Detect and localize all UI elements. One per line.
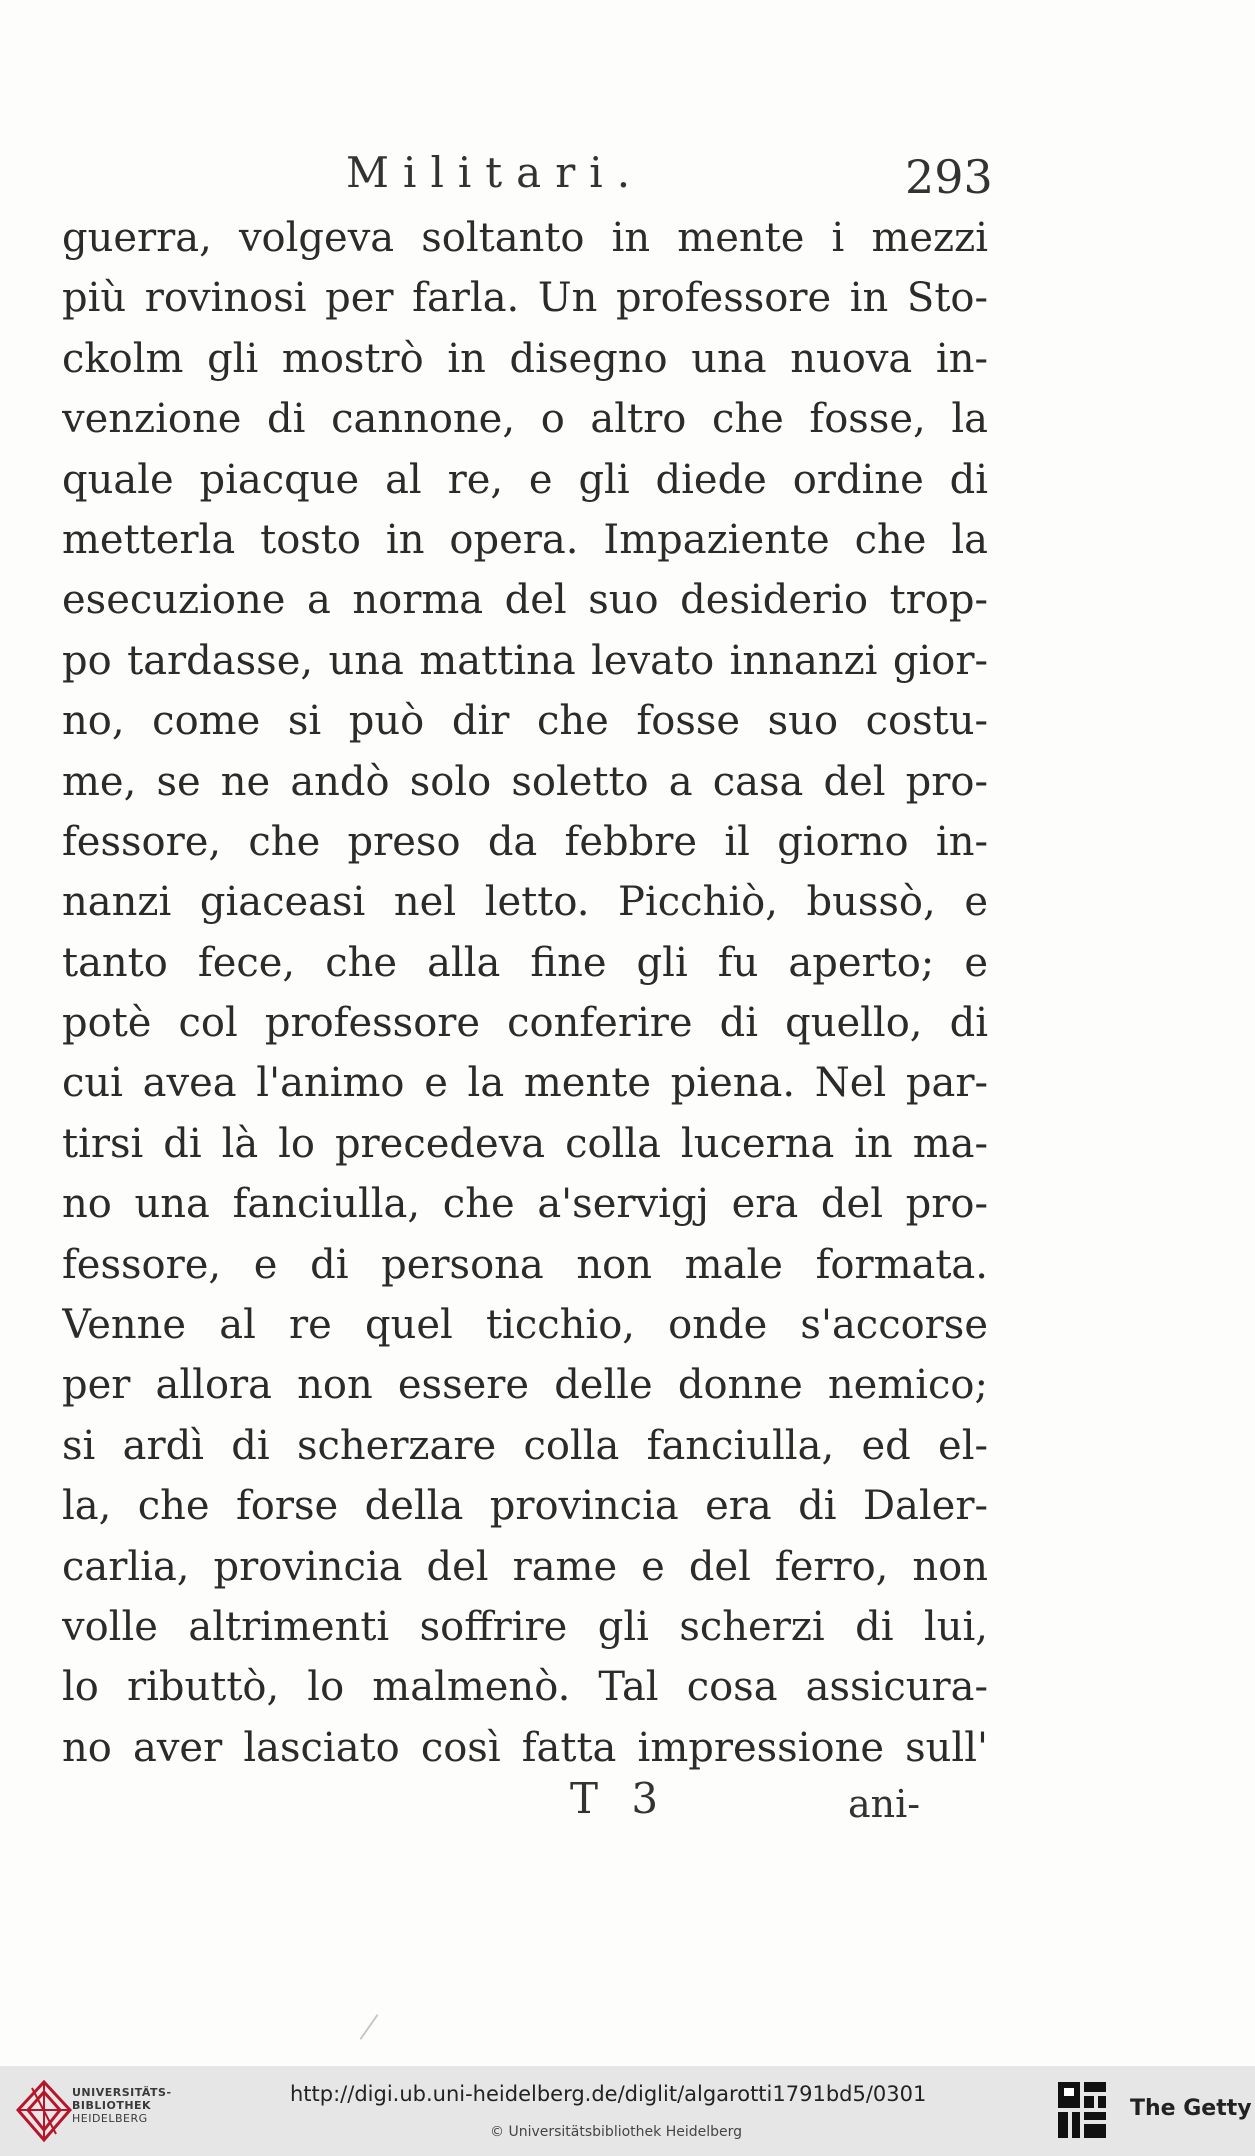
text-line: tirsi di là lo precedeva colla lucerna in ma-: [62, 1120, 988, 1167]
text-line: potè col professore conferire di quello, di: [62, 1000, 988, 1047]
library-name: [72, 2086, 172, 2125]
running-head: Militari.: [346, 148, 645, 197]
text-line: carlia, provincia del rame e del ferro, non: [62, 1543, 988, 1590]
text-line: venzione di cannone, o altro che fosse, la: [62, 396, 988, 443]
text-line: si ardì di scherzare colla fanciulla, ed el-: [62, 1422, 988, 1469]
signature-mark: T 3: [570, 1774, 669, 1823]
university-library-logo-icon: [14, 2078, 74, 2144]
library-name-line: BIBLIOTHEK: [72, 2099, 152, 2112]
text-line: Venne al re quel ticchio, onde s'accorse: [62, 1302, 988, 1349]
text-line: no aver lasciato così fatta impressione sull': [62, 1724, 988, 1771]
text-line: lo ributtò, lo malmenò. Tal cosa assicura-: [62, 1664, 988, 1711]
permalink-url[interactable]: http://digi.ub.uni-heidelberg.de/diglit/algarotti1791bd5/0301: [290, 2082, 927, 2106]
text-line: no, come si può dir che fosse suo costu-: [62, 698, 988, 745]
text-line: guerra, volgeva soltanto in mente i mezzi: [62, 215, 988, 261]
text-line: esecuzione a norma del suo desiderio trop-: [62, 577, 988, 624]
text-line: fessore, che preso da febbre il giorno in-: [62, 818, 988, 865]
text-line: metterla tosto in opera. Impaziente che la: [62, 516, 988, 563]
text-line: fessore, e di persona non male formata.: [62, 1241, 988, 1288]
body-text: [62, 208, 988, 1778]
copyright-notice: © Universitätsbibliothek Heidelberg: [490, 2124, 743, 2140]
library-name-line: HEIDELBERG: [72, 2112, 148, 2125]
pencil-mark: [360, 2014, 379, 2040]
text-line: nanzi giaceasi nel letto. Picchiò, bussò, e: [62, 879, 988, 926]
text-line: quale piacque al re, e gli diede ordine di: [62, 456, 988, 503]
text-line: me, se ne andò solo soletto a casa del pro-: [62, 758, 988, 805]
text-line: tanto fece, che alla fine gli fu aperto; e: [62, 939, 988, 986]
text-line: volle altrimenti soffrire gli scherzi di lui,: [62, 1603, 988, 1650]
viewer-footer: [0, 2066, 1255, 2156]
text-line: cui avea l'animo e la mente piena. Nel par-: [62, 1060, 988, 1107]
text-line: più rovinosi per farla. Un professore in Sto-: [62, 275, 988, 322]
text-line: ckolm gli mostrò in disegno una nuova in-: [62, 335, 988, 382]
text-line: no una fanciulla, che a'servigj era del pro-: [62, 1181, 988, 1228]
text-line: la, che forse della provincia era di Daler-: [62, 1483, 988, 1530]
text-line: per allora non essere delle donne nemico;: [62, 1362, 988, 1409]
getty-logo-icon: [1056, 2080, 1108, 2140]
catchword: ani-: [848, 1782, 921, 1826]
library-name-line: UNIVERSITÄTS-: [72, 2086, 172, 2099]
partner-name: The Getty: [1130, 2096, 1252, 2121]
page-number: 293: [905, 150, 993, 204]
text-line: po tardasse, una mattina levato innanzi gior-: [62, 637, 988, 684]
